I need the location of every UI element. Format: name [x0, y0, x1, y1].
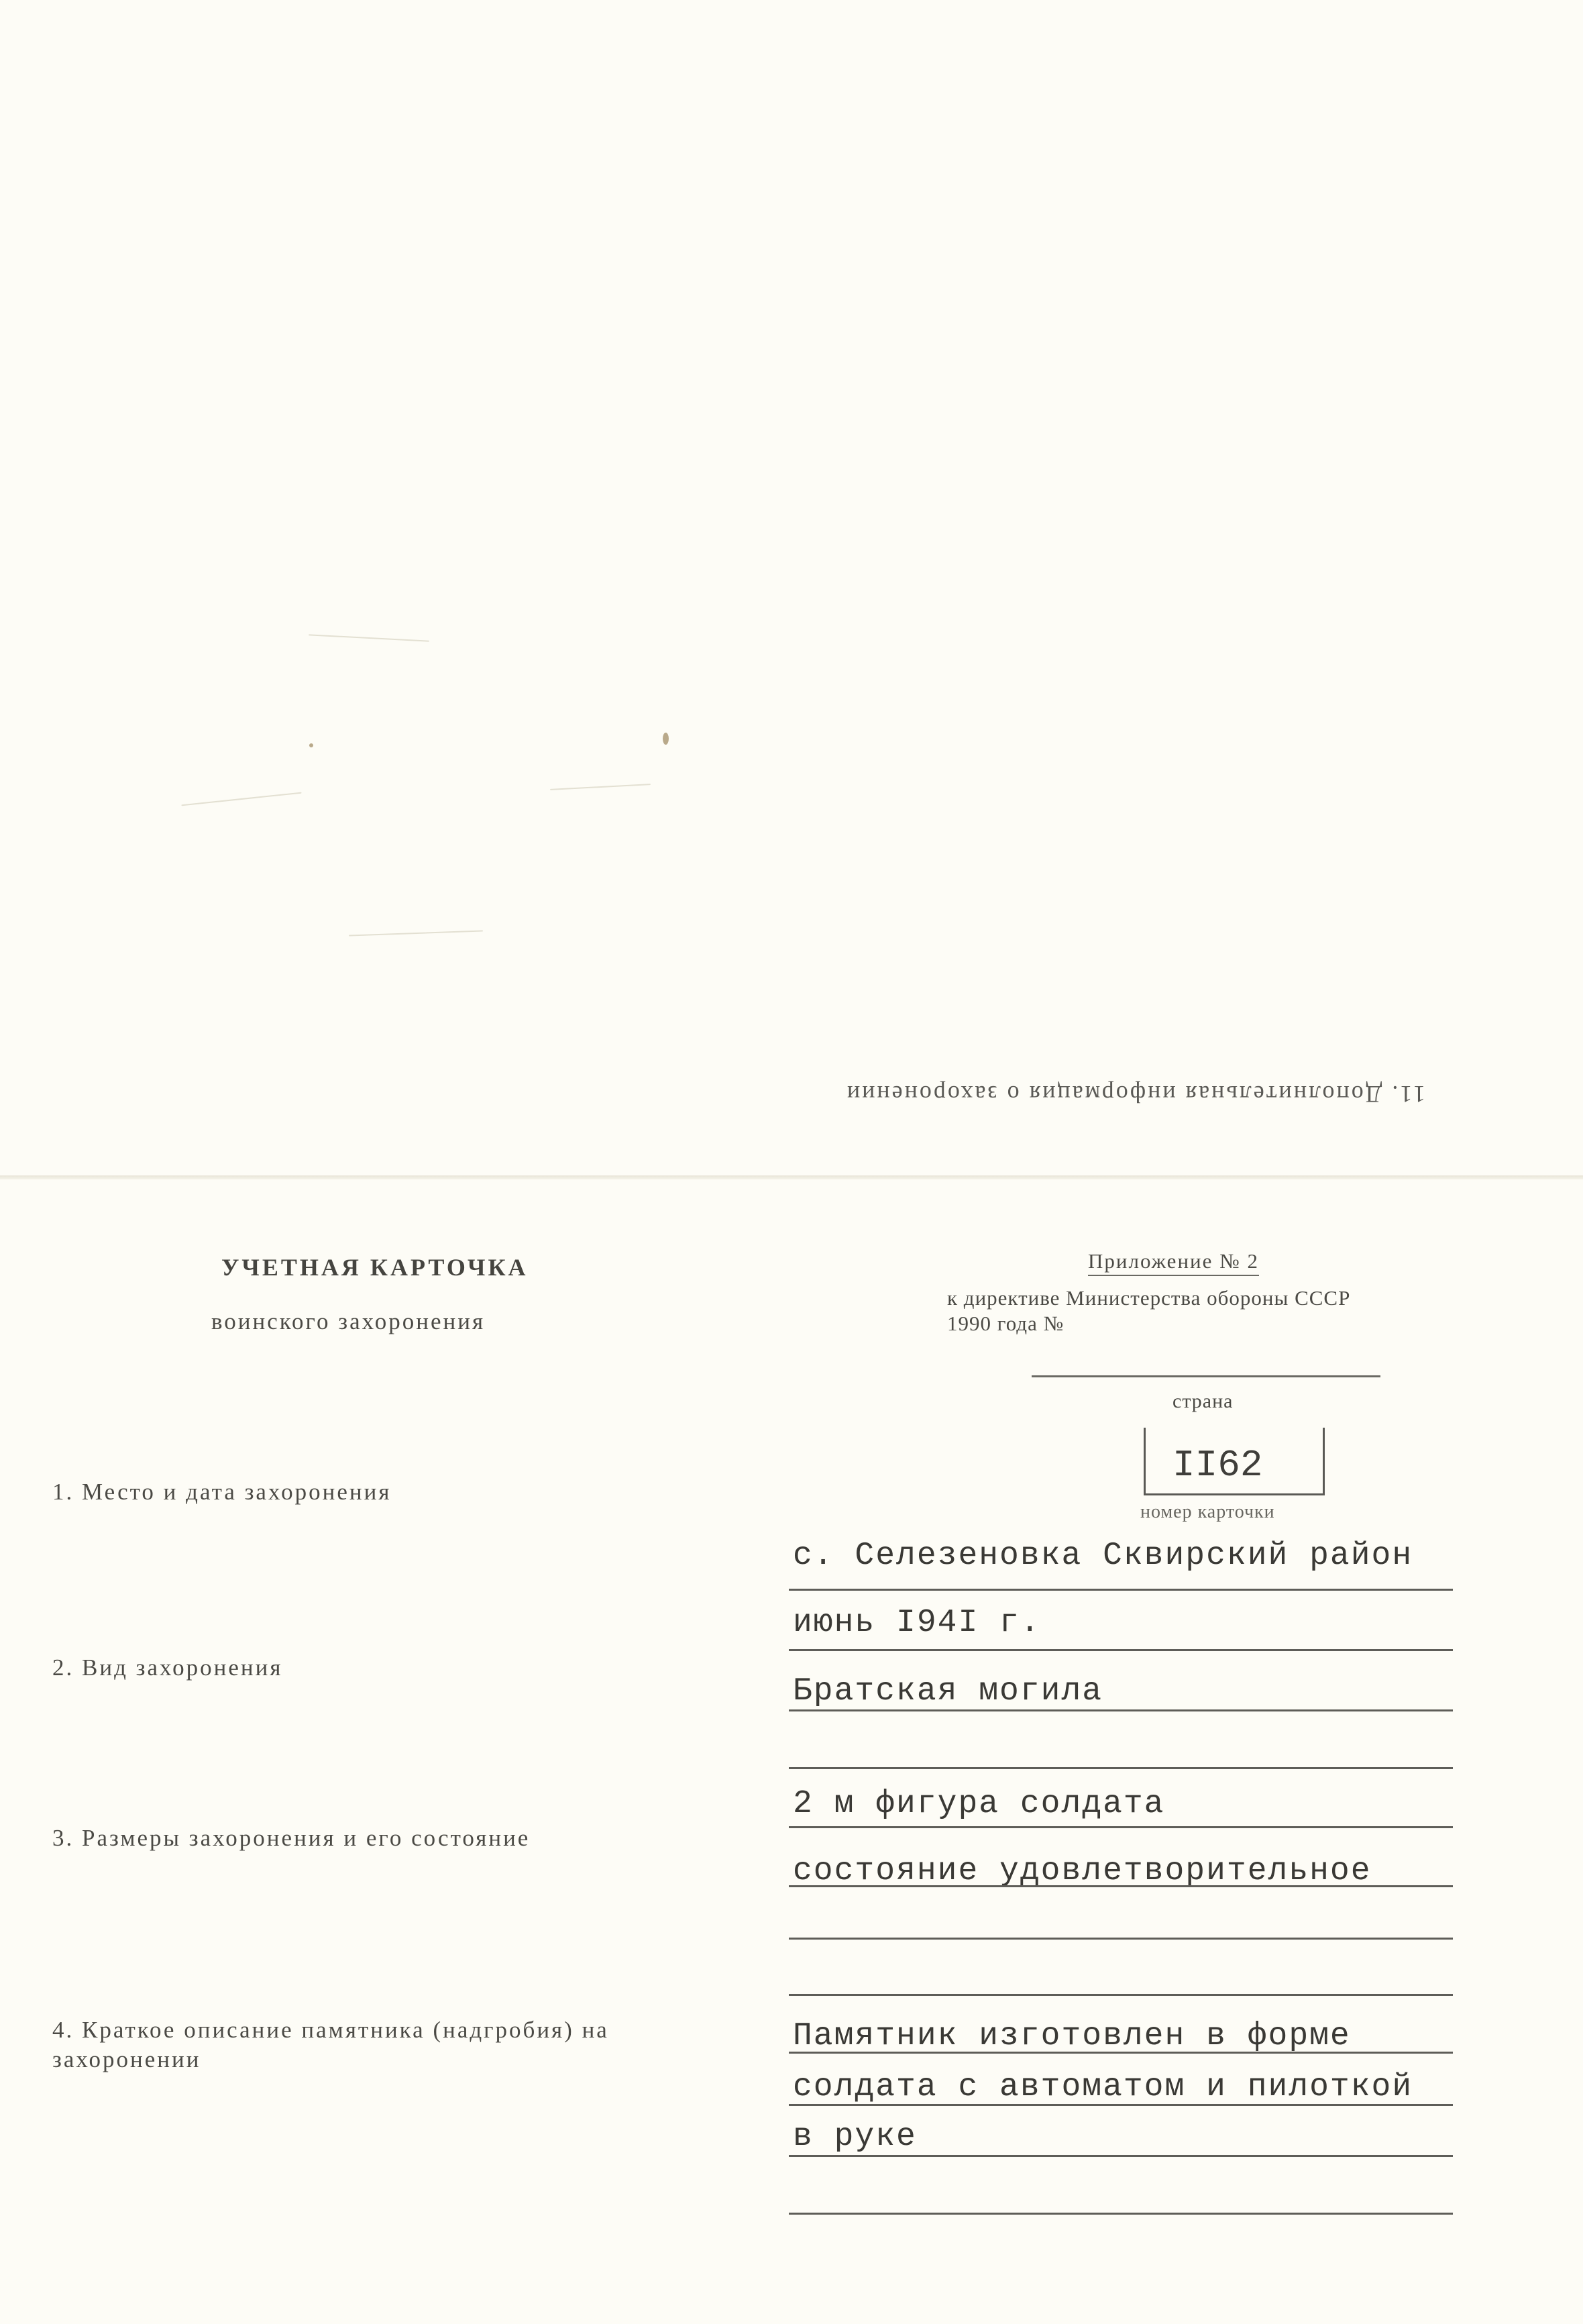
country-label: страна	[1172, 1390, 1234, 1412]
directive-line-2: 1990 года №	[947, 1312, 1065, 1335]
question-3: 3. Размеры захоронения и его состояние	[52, 1825, 531, 1851]
additional-info-heading: 11. Дополнительная информация о захоронении	[844, 1081, 1425, 1108]
paper-crease	[309, 634, 429, 641]
question-1: 1. Место и дата захоронения	[52, 1479, 392, 1505]
answer-line	[789, 1649, 1453, 1651]
answer-line	[789, 1709, 1453, 1711]
paper-spot	[663, 733, 669, 745]
answer-line	[789, 1589, 1453, 1591]
answer-monument-3: в руке	[793, 2119, 917, 2155]
answer-line	[789, 2052, 1453, 2054]
paper-crease	[181, 792, 301, 806]
question-2: 2. Вид захоронения	[52, 1654, 283, 1681]
paper-spot	[309, 743, 313, 747]
question-4: 4. Краткое описание памятника (надгробия) на захоронении	[52, 2017, 609, 2072]
answer-line	[789, 1938, 1453, 1940]
answer-monument-1: Памятник изготовлен в форме	[793, 2018, 1351, 2054]
answer-line	[789, 1826, 1453, 1828]
card-number-label: номер карточки	[1140, 1501, 1275, 1522]
paper-crease	[550, 784, 651, 790]
fold-line	[0, 1175, 1583, 1179]
paper-crease	[349, 931, 483, 937]
answer-line	[789, 1767, 1453, 1769]
answer-line	[789, 2155, 1453, 2157]
directive-line-1: к директиве Министерства обороны СССР	[947, 1286, 1351, 1310]
answer-condition: состояние удовлетворительное	[793, 1853, 1372, 1889]
directive-text	[947, 1285, 1457, 1336]
appendix-label: Приложение № 2	[1088, 1249, 1259, 1276]
answer-line	[789, 2213, 1453, 2215]
country-field	[1032, 1375, 1380, 1377]
answer-line	[789, 1885, 1453, 1887]
answer-size: 2 м фигура солдата	[793, 1786, 1165, 1822]
answer-place: с. Селезеновка Сквирский район	[793, 1538, 1413, 1574]
answer-date: июнь I94I г.	[793, 1605, 1041, 1641]
answer-line	[789, 2104, 1453, 2106]
answer-line	[789, 1994, 1453, 1996]
card-number-value: II62	[1172, 1444, 1263, 1487]
answer-type: Братская могила	[793, 1673, 1103, 1709]
answer-monument-2: солдата с автоматом и пилоткой	[793, 2069, 1413, 2105]
card-title: УЧЕТНАЯ КАРТОЧКА	[221, 1254, 529, 1281]
card-subtitle: воинского захоронения	[211, 1308, 486, 1334]
